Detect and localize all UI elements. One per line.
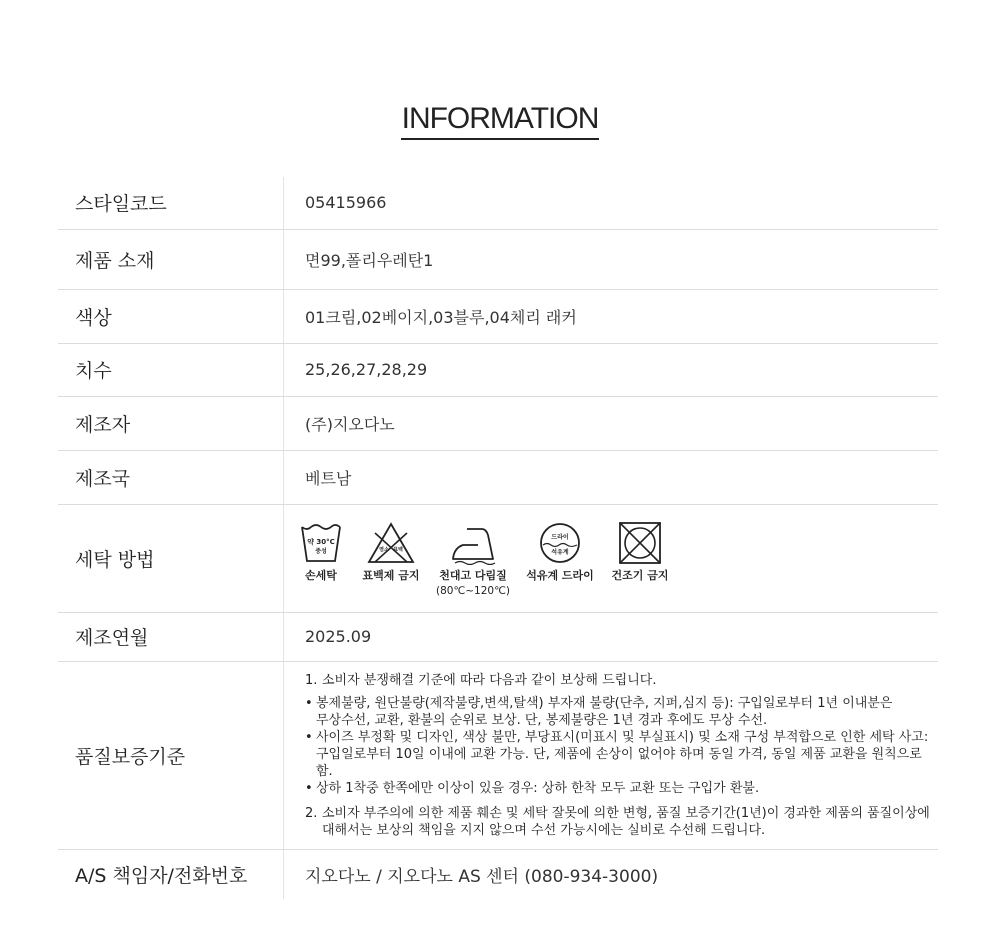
no-tumble-dry-caption: 건조기 금지 (611, 569, 669, 583)
info-table (58, 177, 938, 899)
hand-wash-caption: 손세탁 (305, 569, 337, 583)
table-row (58, 504, 938, 612)
bullet-line: 상하 1착중 한쪽에만 이상이 있을 경우: 상하 한착 모두 교환 또는 구입가 환불. (316, 780, 760, 796)
iron-caption: 천대고 다림질 (439, 569, 507, 583)
quality-item-1-number: 1. (305, 672, 318, 688)
row-label-quality: 품질보증기준 (58, 661, 284, 849)
laundry-icons (305, 517, 938, 598)
dry-clean-caption: 석유계 드라이 (526, 569, 594, 583)
row-value-as: 지오다노 / 지오다노 AS 센터 (080-934-3000) (305, 866, 659, 887)
table-row (58, 289, 938, 343)
table-row (58, 229, 938, 289)
quality-item-1-text: 소비자 분쟁해결 기준에 따라 다음과 같이 보상해 드립니다. (322, 672, 657, 688)
hand-wash-item (288, 521, 354, 583)
iron-temp-caption: (80℃~120℃) (436, 584, 510, 597)
row-value-material: 면99,폴리우레탄1 (284, 229, 939, 289)
no-bleach-item (356, 521, 426, 583)
quality-item-2-line: 소비자 부주의에 의한 제품 훼손 및 세탁 잘못에 의한 변형, 품질 보증기간(1년)이 경과한 제품의 품질이상에 (322, 805, 930, 821)
bullet-mark: • (305, 729, 313, 745)
bullet-line: 봉제불량, 원단불량(제작불량,변색,탈색) 부자재 불량(단추, 지퍼,심지 등): 구입일로부터 1년 이내분은 (316, 695, 893, 711)
row-label-country: 제조국 (58, 450, 284, 504)
table-row (58, 612, 938, 661)
row-label-material: 제품 소재 (58, 229, 284, 289)
quality-bullet (305, 695, 938, 729)
row-label-size: 치수 (58, 343, 284, 396)
bullet-line: 구입일로부터 10일 이내에 교환 가능. 단, 제품에 손상이 없어야 하며 동일 가격, 동일 제품 교환을 원칙으로 함. (316, 746, 922, 779)
no-bleach-chlorine: 염소 (379, 547, 389, 554)
row-label-washing: 세탁 방법 (58, 504, 284, 612)
bullet-line: 사이즈 부정확 및 디자인, 색상 불만, 부당표시(미표시 및 부실표시) 및 소재 구성 부적합으로 인한 세탁 사고: (316, 729, 929, 745)
table-row (58, 849, 938, 899)
no-bleach-icon (366, 521, 416, 565)
quality-item-2-line: 대해서는 보상의 책임을 지지 않으며 수선 가능시에는 실비로 수선해 드립니다. (322, 822, 766, 838)
table-row (58, 450, 938, 504)
row-value-size: 25,26,27,28,29 (284, 343, 939, 396)
no-bleach-caption: 표백제 금지 (362, 569, 420, 583)
no-tumble-dry-item (604, 521, 676, 583)
hand-wash-temp: 약 30°C (307, 538, 335, 547)
row-label-color: 색상 (58, 289, 284, 343)
table-row (58, 661, 938, 849)
row-value-color: 01크림,02베이지,03블루,04체리 래커 (284, 289, 939, 343)
section-title-wrap (0, 102, 1000, 140)
dry-clean-label: 드라이 (551, 534, 569, 542)
bullet-line: 무상수선, 교환, 환불의 순위로 보상. 단, 봉제불량은 1년 경과 후에도 무상 수선. (316, 712, 768, 728)
quality-item-2-number: 2. (305, 805, 318, 821)
no-bleach-bleach: 표백 (393, 547, 403, 554)
row-label-style-code: 스타일코드 (58, 177, 284, 229)
section-title: INFORMATION (401, 102, 600, 140)
row-value-manufacturer: (주)지오다노 (284, 396, 939, 450)
row-value-country: 베트남 (284, 450, 939, 504)
row-label-as: A/S 책임자/전화번호 (58, 849, 284, 899)
bullet-mark: • (305, 695, 313, 711)
iron-icon (448, 521, 498, 565)
row-value-quality (284, 661, 939, 849)
quality-item-2 (305, 805, 938, 839)
bullet-mark: • (305, 780, 313, 796)
quality-bullet (305, 729, 938, 780)
iron-item (430, 521, 516, 598)
row-value-style-code: 05415966 (284, 177, 939, 229)
table-row (58, 177, 938, 229)
hand-wash-detergent: 중성 (315, 548, 327, 556)
quality-item-1 (305, 672, 938, 689)
quality-bullet (305, 780, 938, 797)
dry-clean-item (516, 521, 604, 583)
dry-clean-icon (537, 521, 583, 565)
row-value-date: 2025.09 (284, 612, 939, 661)
row-value-washing (284, 504, 939, 612)
no-tumble-dry-icon (617, 521, 663, 565)
hand-wash-icon (299, 521, 343, 565)
table-row (58, 396, 938, 450)
row-label-date: 제조연월 (58, 612, 284, 661)
quality-text (305, 662, 938, 849)
table-row (58, 343, 938, 396)
row-label-manufacturer: 제조자 (58, 396, 284, 450)
dry-clean-solvent: 석유계 (551, 549, 569, 557)
